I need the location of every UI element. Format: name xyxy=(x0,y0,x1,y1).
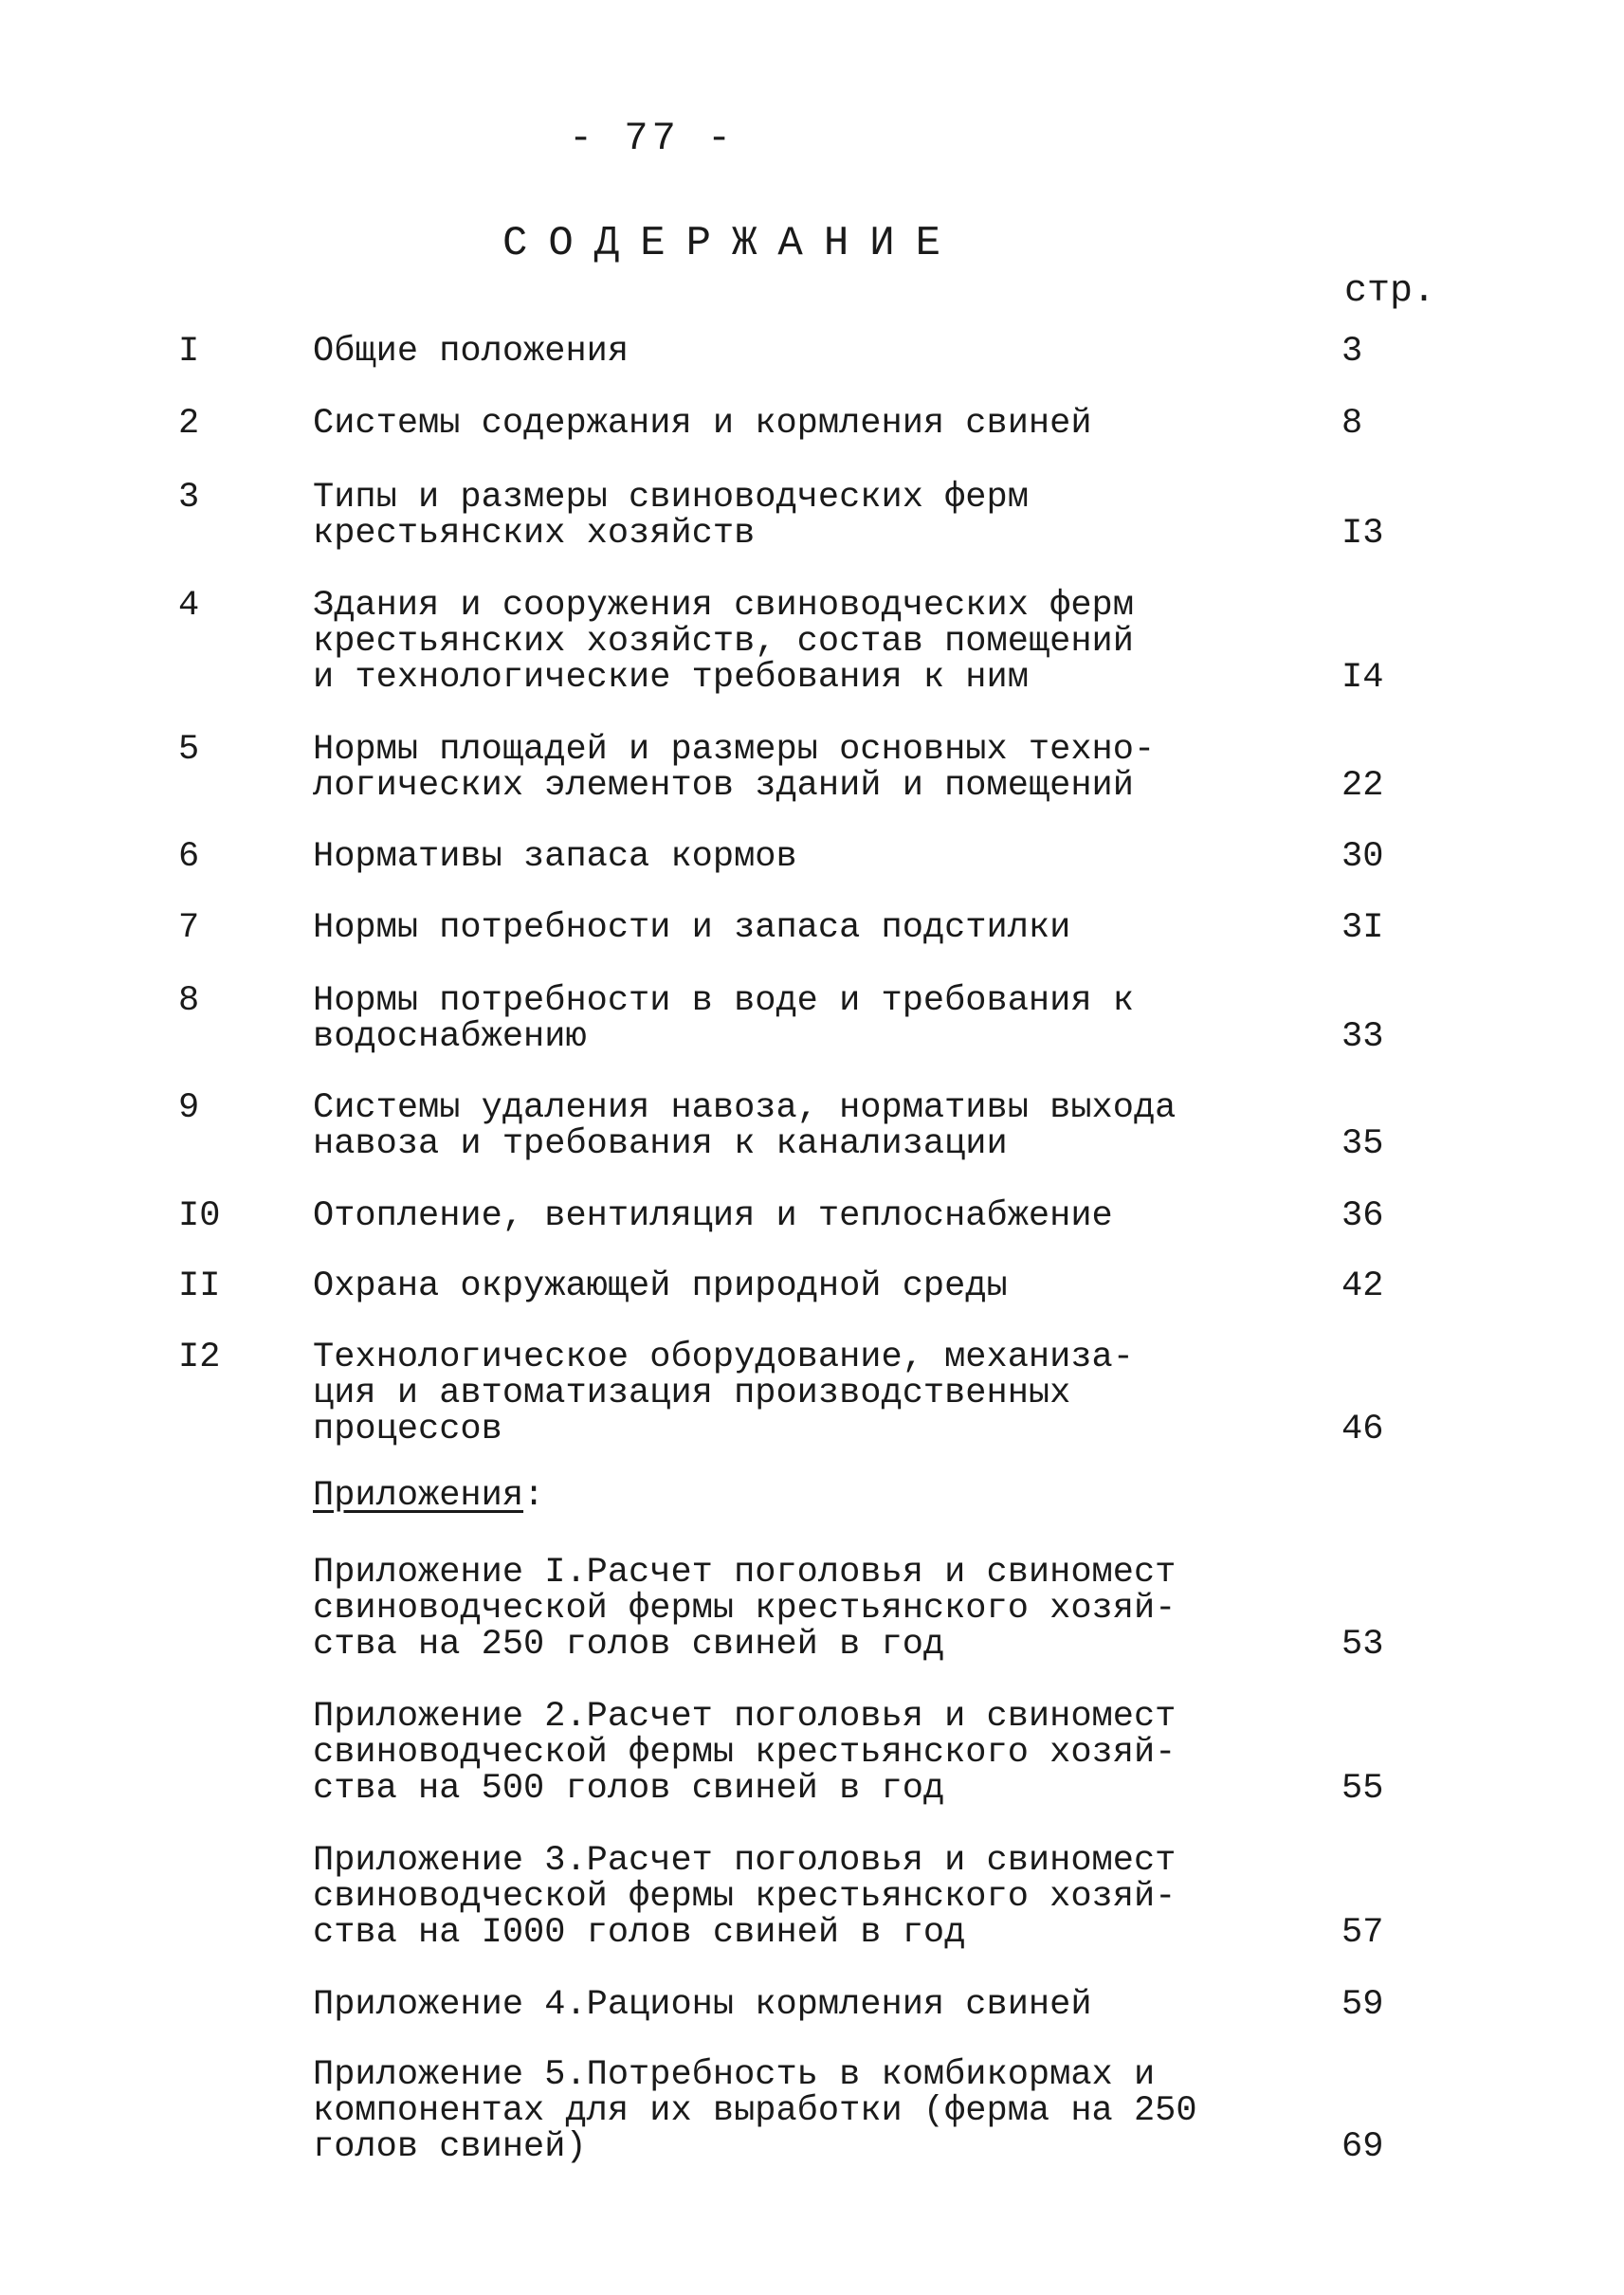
entry-title: Отопление, вентиляция и теплоснабжение xyxy=(313,1196,1113,1236)
appendix-page: 59 xyxy=(1341,1985,1384,2025)
entry-number: 5 xyxy=(178,730,200,770)
entry-number: I0 xyxy=(178,1196,221,1236)
entry-page: 42 xyxy=(1341,1266,1384,1306)
entry-page: 3I xyxy=(1341,908,1384,948)
appendix-entry-5 xyxy=(0,2057,1624,2165)
toc-title: СОДЕРЖАНИЕ xyxy=(502,220,962,267)
entry-page: 35 xyxy=(1341,1124,1384,1164)
entry-title: Нормы потребности и запаса подстилки xyxy=(313,908,1071,948)
entry-title: Нормы потребности в воде и требования к водоснабжению xyxy=(313,981,1134,1057)
toc-entry-10 xyxy=(0,1198,1624,1234)
entry-title: Нормативы запаса кормов xyxy=(313,837,797,877)
appendix-entry-3 xyxy=(0,1843,1624,1951)
entry-page: I3 xyxy=(1341,514,1384,554)
toc-entry-6 xyxy=(0,839,1624,875)
appendix-entry-4 xyxy=(0,1987,1624,2023)
appendix-title: Приложение 4.Рационы кормления свиней xyxy=(313,1985,1092,2025)
entry-page: 33 xyxy=(1341,1017,1384,1057)
toc-entry-5 xyxy=(0,732,1624,804)
entry-title: Системы содержания и кормления свиней xyxy=(313,404,1092,444)
toc-entry-4 xyxy=(0,588,1624,696)
entry-title: Системы удаления навоза, нормативы выхода навоза и требования к канализации xyxy=(313,1088,1177,1164)
entry-title: Охрана окружающей природной среды xyxy=(313,1266,1008,1306)
appendix-page: 53 xyxy=(1341,1625,1384,1665)
toc-entry-9 xyxy=(0,1090,1624,1162)
entry-number: 8 xyxy=(178,981,200,1021)
entry-number: I xyxy=(178,332,200,372)
entry-page: 46 xyxy=(1341,1410,1384,1449)
toc-entry-3 xyxy=(0,480,1624,552)
entry-page: 3 xyxy=(1341,332,1363,372)
page-column-header: стр. xyxy=(1344,270,1436,313)
entry-title: Нормы площадей и размеры основных техно- логических элементов зданий и помещений xyxy=(313,730,1156,806)
entry-title: Типы и размеры свиноводческих ферм крестьянских хозяйств xyxy=(313,478,1029,554)
toc-entry-2 xyxy=(0,406,1624,442)
toc-entry-7 xyxy=(0,910,1624,946)
entry-title: Здания и сооружения свиноводческих ферм крестьянских хозяйств, состав помещений и технологические требования к ним xyxy=(313,586,1134,698)
entry-number: 3 xyxy=(178,478,200,518)
entry-number: 9 xyxy=(178,1088,200,1128)
appendix-page: 55 xyxy=(1341,1769,1384,1809)
entry-page: 8 xyxy=(1341,404,1363,444)
appendix-entry-2 xyxy=(0,1699,1624,1807)
appendix-heading-colon: : xyxy=(523,1476,545,1516)
entry-title: Общие положения xyxy=(313,332,630,372)
appendix-title: Приложение 5.Потребность в комбикормах и компонентах для их выработки (ферма на 250 голов свиней) xyxy=(313,2055,1197,2167)
appendix-title: Приложение 3.Расчет поголовья и свиномест свиноводческой фермы крестьянского хозяй- ства на I000 голов свиней в год xyxy=(313,1841,1177,1953)
appendix-page: 57 xyxy=(1341,1913,1384,1953)
entry-number: 7 xyxy=(178,908,200,948)
entry-title: Технологическое оборудование, механиза- ция и автоматизация производственных процессов xyxy=(313,1338,1134,1449)
entry-number: 2 xyxy=(178,404,200,444)
entry-number: 4 xyxy=(178,586,200,626)
toc-entry-1 xyxy=(0,334,1624,370)
toc-entry-11 xyxy=(0,1268,1624,1304)
entry-number: II xyxy=(178,1266,221,1306)
appendix-title: Приложение I.Расчет поголовья и свиномест свиноводческой фермы крестьянского хозяй- ства на 250 голов свиней в год xyxy=(313,1553,1177,1665)
appendix-page: 69 xyxy=(1341,2127,1384,2167)
entry-page: 36 xyxy=(1341,1196,1384,1236)
appendix-title: Приложение 2.Расчет поголовья и свиномест свиноводческой фермы крестьянского хозяй- ства на 500 голов свиней в год xyxy=(313,1697,1177,1809)
appendix-heading xyxy=(313,1476,544,1516)
toc-entry-8 xyxy=(0,983,1624,1055)
entry-page: 22 xyxy=(1341,766,1384,806)
appendix-heading-text: Приложения xyxy=(313,1476,524,1516)
entry-number: 6 xyxy=(178,837,200,877)
toc-entry-12 xyxy=(0,1339,1624,1448)
entry-page: I4 xyxy=(1341,658,1384,698)
entry-number: I2 xyxy=(178,1338,221,1377)
entry-page: 30 xyxy=(1341,837,1384,877)
appendix-entry-1 xyxy=(0,1555,1624,1663)
page-number: - 77 - xyxy=(569,116,736,161)
